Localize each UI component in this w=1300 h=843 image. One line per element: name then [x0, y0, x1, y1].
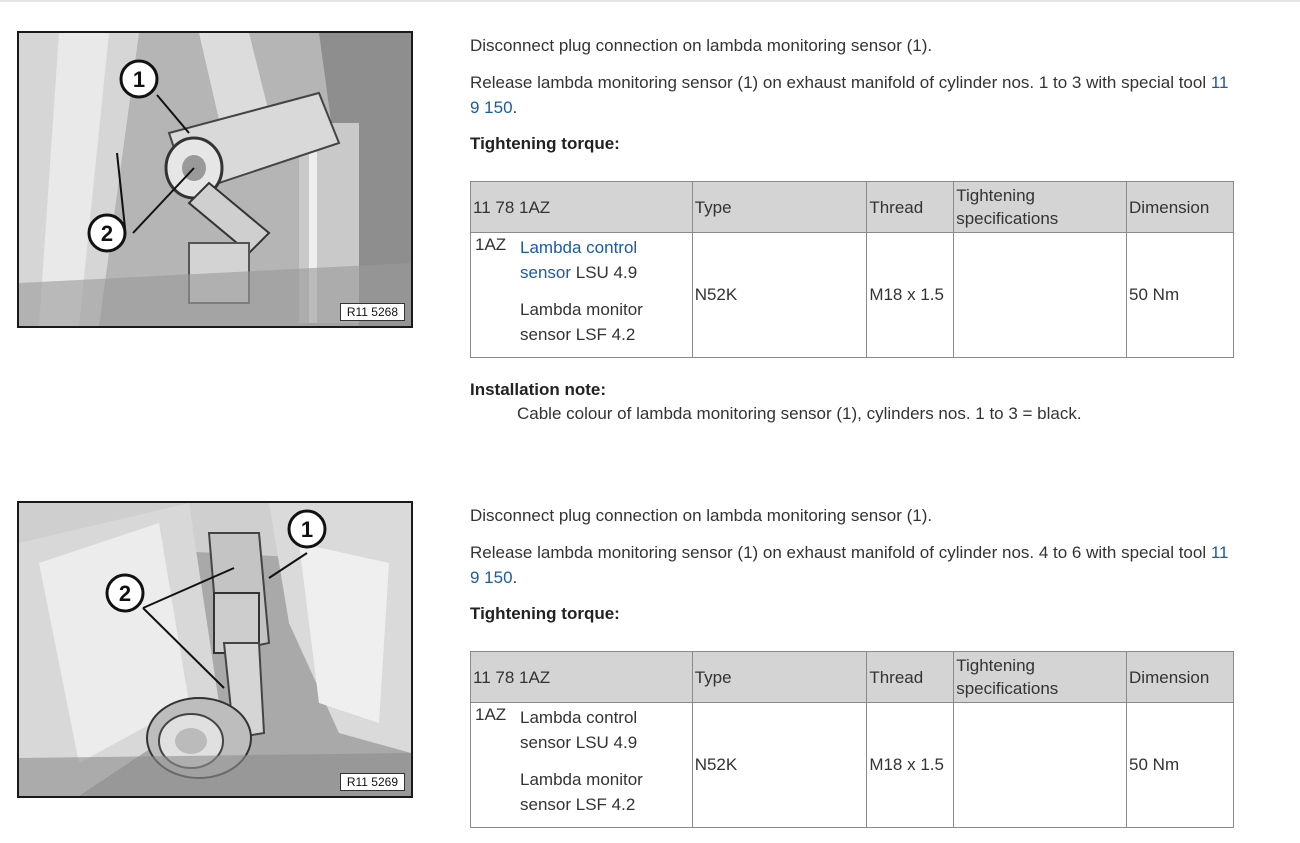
table-row — [471, 703, 1234, 828]
table-header-row — [471, 182, 1234, 233]
type-item-2: Lambda monitor sensor LSF 4.2 — [520, 300, 643, 344]
engine-cell: N52K — [692, 233, 867, 358]
special-tool-link[interactable]: 11 9 150 — [470, 73, 1229, 117]
step-release-end: . — [512, 98, 518, 117]
type-item-1 — [520, 235, 690, 285]
step-release-text: Release lambda monitoring sensor (1) on exhaust manifold of cylinder nos. 1 to 3 with special tool — [470, 73, 1211, 92]
header-type: Type — [692, 652, 867, 703]
header-tightening-specifications: Tightening specifications — [954, 182, 1127, 233]
lambda-control-sensor-link[interactable]: Lambda control sensor — [520, 238, 638, 282]
step-release-text: Release lambda monitoring sensor (1) on exhaust manifold of cylinder nos. 4 to 6 with special tool — [470, 543, 1211, 562]
torque-code-link[interactable]: 11 78 1AZ — [471, 182, 693, 233]
dimension-cell: 50 Nm — [1127, 703, 1234, 828]
figure-label: R11 5269 — [340, 773, 405, 791]
step-release — [470, 70, 1240, 120]
thread-cell: M18 x 1.5 — [867, 703, 954, 828]
figure-image-2 — [17, 501, 413, 798]
engine-photo-1 — [19, 33, 411, 326]
callout-2: 2 — [118, 581, 132, 606]
torque-heading: Tightening torque: — [470, 604, 620, 623]
table-header-row — [471, 652, 1234, 703]
header-dimension: Dimension — [1127, 182, 1234, 233]
header-thread: Thread — [867, 652, 954, 703]
header-tightening-specifications: Tightening specifications — [954, 652, 1127, 703]
figure-image-1 — [17, 31, 413, 328]
installation-note-block — [470, 378, 1082, 426]
special-tool-link[interactable]: 11 9 150 — [470, 543, 1229, 587]
table-row — [471, 233, 1234, 358]
instructions-2 — [470, 503, 1240, 626]
torque-table-2 — [470, 651, 1234, 828]
torque-heading: Tightening torque: — [470, 134, 620, 153]
step-release-end: . — [512, 568, 518, 587]
thread-cell: M18 x 1.5 — [867, 233, 954, 358]
step-release — [470, 540, 1240, 590]
type-item-1: Lambda control sensor LSU 4.9 — [520, 708, 638, 752]
type-code: 1AZ — [475, 705, 507, 724]
installation-note: Cable colour of lambda monitoring sensor (1), cylinders nos. 1 to 3 = black. — [517, 404, 1082, 423]
engine-cell: N52K — [692, 703, 867, 828]
engine-photo-2 — [19, 503, 411, 796]
spec-cell — [954, 703, 1127, 828]
type-item-2: Lambda monitor sensor LSF 4.2 — [520, 770, 643, 814]
type-cell — [471, 703, 693, 828]
callout-1: 1 — [132, 67, 146, 92]
callout-1: 1 — [300, 517, 314, 542]
figure-label: R11 5268 — [340, 303, 405, 321]
type-item-1-rest: LSU 4.9 — [571, 263, 638, 282]
callout-2: 2 — [100, 221, 114, 246]
type-cell — [471, 233, 693, 358]
top-divider — [0, 0, 1300, 2]
step-disconnect: Disconnect plug connection on lambda monitoring sensor (1). — [470, 506, 933, 525]
header-thread: Thread — [867, 182, 954, 233]
installation-heading: Installation note: — [470, 380, 606, 399]
torque-table-1 — [470, 181, 1234, 358]
spec-cell — [954, 233, 1127, 358]
dimension-cell: 50 Nm — [1127, 233, 1234, 358]
type-code: 1AZ — [475, 235, 507, 254]
header-dimension: Dimension — [1127, 652, 1234, 703]
instructions-1 — [470, 33, 1240, 156]
header-type: Type — [692, 182, 867, 233]
step-disconnect: Disconnect plug connection on lambda monitoring sensor (1). — [470, 36, 933, 55]
torque-code-link[interactable]: 11 78 1AZ — [471, 652, 693, 703]
